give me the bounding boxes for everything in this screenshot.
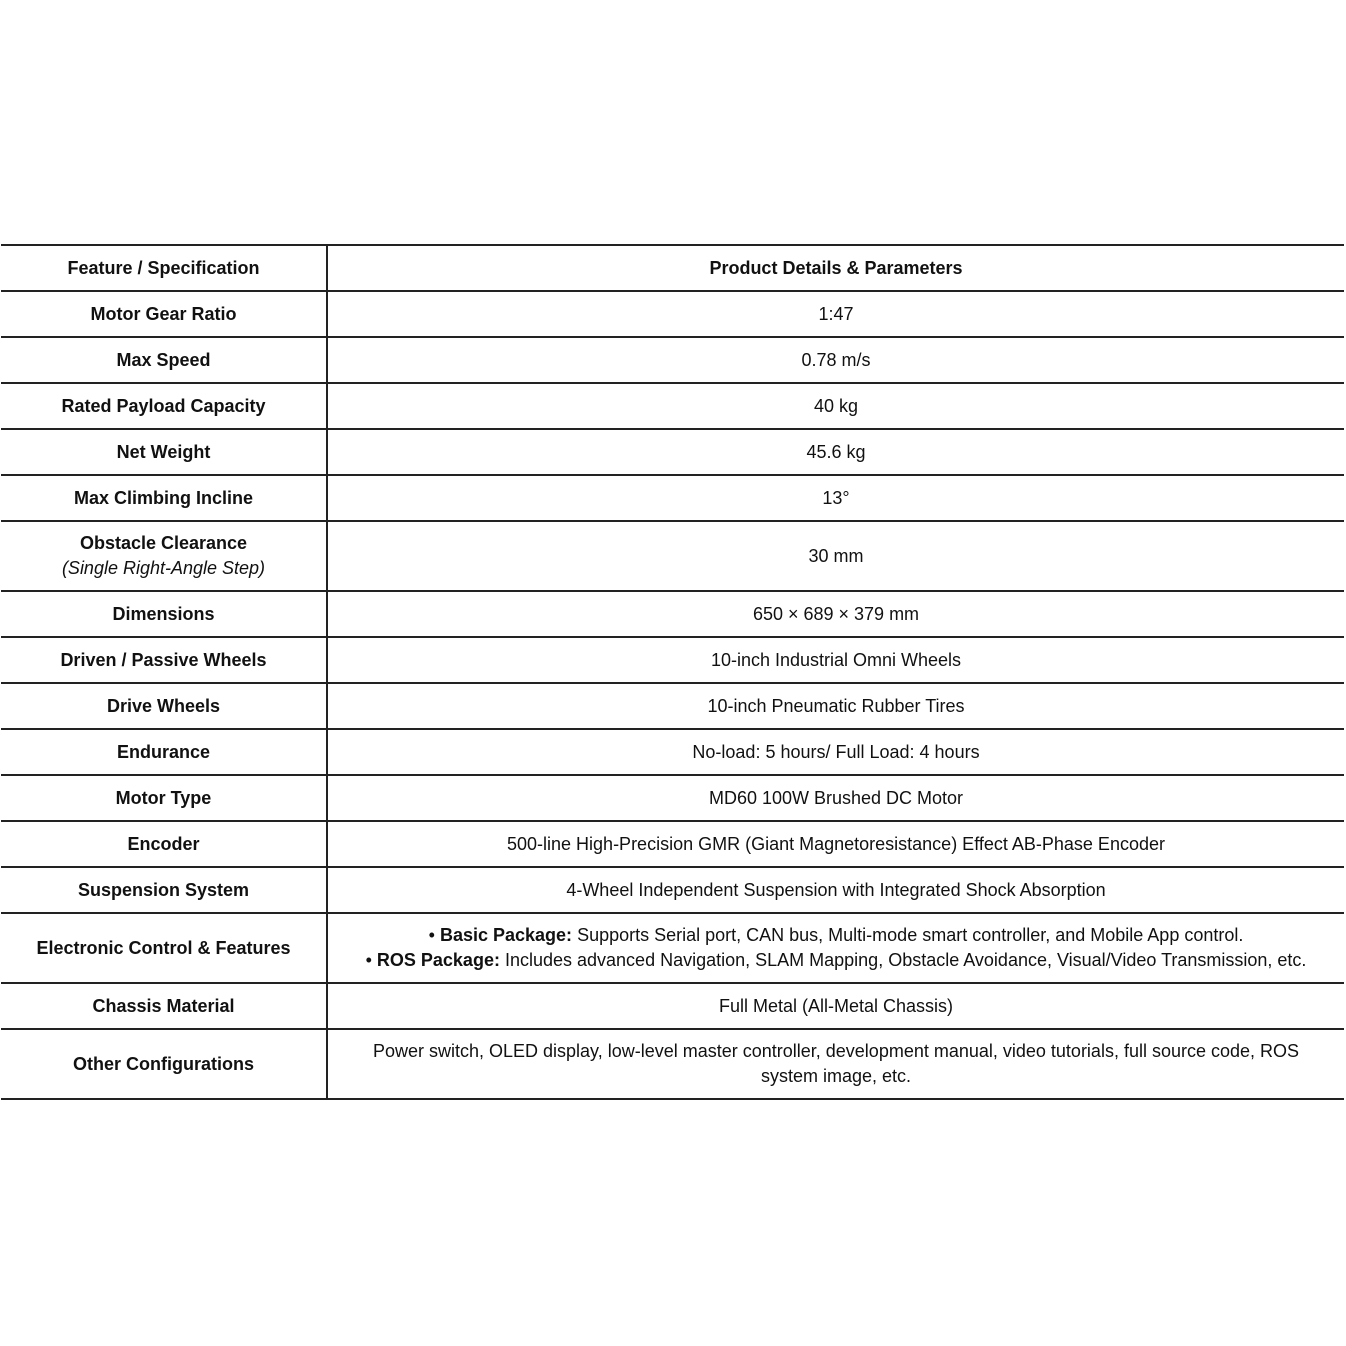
row-value: 10-inch Industrial Omni Wheels: [327, 637, 1344, 683]
row-feature: Other Configurations: [1, 1029, 327, 1099]
table-row: [1, 1029, 1344, 1099]
row-value: 13°: [327, 475, 1344, 521]
row-value: 30 mm: [327, 521, 1344, 591]
row-value: 45.6 kg: [327, 429, 1344, 475]
row-feature: Endurance: [1, 729, 327, 775]
table-row: [1, 983, 1344, 1029]
bullet: •: [428, 925, 435, 945]
row-feature: Drive Wheels: [1, 683, 327, 729]
item-text: Includes advanced Navigation, SLAM Mapping, Obstacle Avoidance, Visual/Video Transmission, etc.: [504, 950, 1307, 970]
row-value: 40 kg: [327, 383, 1344, 429]
row-value: MD60 100W Brushed DC Motor: [327, 775, 1344, 821]
table-row: [1, 729, 1344, 775]
table-row: [1, 337, 1344, 383]
row-value-list: [327, 913, 1344, 983]
item-text: Supports Serial port, CAN bus, Multi-mode smart controller, and Mobile App control.: [577, 925, 1244, 945]
row-feature: Encoder: [1, 821, 327, 867]
row-feature: Max Climbing Incline: [1, 475, 327, 521]
list-item: [342, 948, 1330, 973]
row-feature: Electronic Control & Features: [1, 913, 327, 983]
spec-table: [1, 244, 1344, 1100]
row-value: 4-Wheel Independent Suspension with Integrated Shock Absorption: [327, 867, 1344, 913]
row-value: 1:47: [327, 291, 1344, 337]
table-row: [1, 637, 1344, 683]
table-row: [1, 591, 1344, 637]
list-item: [342, 923, 1330, 948]
header-feature: Feature / Specification: [1, 245, 327, 291]
row-value: Power switch, OLED display, low-level master controller, development manual, video tutorials, full source code, ROS system image, etc.: [327, 1029, 1344, 1099]
row-feature: Max Speed: [1, 337, 327, 383]
row-feature: Driven / Passive Wheels: [1, 637, 327, 683]
row-value: 0.78 m/s: [327, 337, 1344, 383]
row-feature: Rated Payload Capacity: [1, 383, 327, 429]
table-row: [1, 383, 1344, 429]
item-label: ROS Package:: [376, 950, 500, 970]
table-row: [1, 821, 1344, 867]
row-feature: Obstacle Clearance: [79, 533, 248, 553]
row-value: No-load: 5 hours/ Full Load: 4 hours: [327, 729, 1344, 775]
row-feature-cell: [1, 521, 327, 591]
row-feature: Chassis Material: [1, 983, 327, 1029]
bullet: •: [365, 950, 372, 970]
table-row: [1, 429, 1344, 475]
row-value: Full Metal (All-Metal Chassis): [327, 983, 1344, 1029]
row-feature: Dimensions: [1, 591, 327, 637]
table-row: [1, 291, 1344, 337]
row-value: 500-line High-Precision GMR (Giant Magnetoresistance) Effect AB-Phase Encoder: [327, 821, 1344, 867]
item-label: Basic Package:: [439, 925, 573, 945]
row-value: 650 × 689 × 379 mm: [327, 591, 1344, 637]
row-value: 10-inch Pneumatic Rubber Tires: [327, 683, 1344, 729]
table-row: [1, 683, 1344, 729]
table-row: [1, 475, 1344, 521]
table-row: [1, 521, 1344, 591]
header-details: Product Details & Parameters: [327, 245, 1344, 291]
table-row: [1, 913, 1344, 983]
table-row: [1, 775, 1344, 821]
row-feature-note: (Single Right-Angle Step): [61, 558, 266, 578]
row-feature: Motor Gear Ratio: [1, 291, 327, 337]
row-feature: Suspension System: [1, 867, 327, 913]
table-header-row: [1, 245, 1344, 291]
row-feature: Motor Type: [1, 775, 327, 821]
table-row: [1, 867, 1344, 913]
row-feature: Net Weight: [1, 429, 327, 475]
